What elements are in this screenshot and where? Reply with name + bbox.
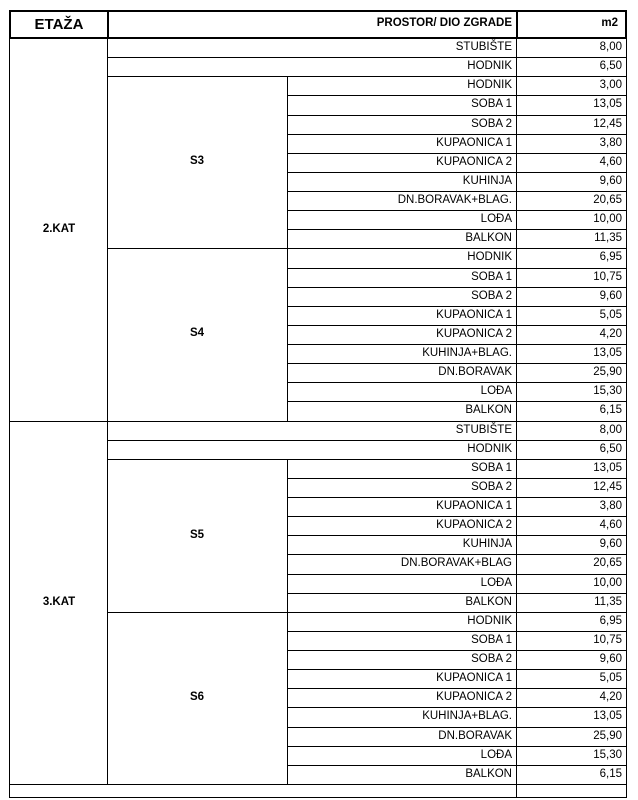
common-space-area: 8,00 bbox=[599, 40, 622, 53]
m2-column-divider bbox=[516, 38, 517, 797]
room-area: 20,65 bbox=[593, 193, 622, 206]
common-space-name: HODNIK bbox=[467, 442, 512, 455]
room-area: 6,95 bbox=[599, 250, 622, 263]
room-name: KUPAONICA 2 bbox=[436, 690, 512, 703]
common-space-area: 8,00 bbox=[599, 423, 622, 436]
room-name: KUHINJA+BLAG. bbox=[422, 346, 512, 359]
room-name: HODNIK bbox=[467, 250, 512, 263]
room-area: 9,60 bbox=[599, 537, 622, 550]
table-left-border bbox=[9, 38, 10, 797]
room-area: 3,00 bbox=[599, 78, 622, 91]
room-area: 4,20 bbox=[599, 690, 622, 703]
header-right-border bbox=[625, 10, 627, 38]
room-name: HODNIK bbox=[467, 614, 512, 627]
room-area: 9,60 bbox=[599, 652, 622, 665]
room-name: SOBA 2 bbox=[471, 652, 512, 665]
room-area: 15,30 bbox=[593, 384, 622, 397]
table-bottom-border bbox=[9, 797, 627, 798]
room-area: 6,15 bbox=[599, 767, 622, 780]
room-name: KUHINJA+BLAG. bbox=[422, 709, 512, 722]
unit-divider bbox=[287, 76, 288, 248]
room-name: LOĐA bbox=[480, 384, 512, 397]
room-area: 11,35 bbox=[594, 595, 622, 608]
room-area: 10,00 bbox=[593, 576, 622, 589]
floor-label: 2.KAT bbox=[42, 222, 76, 235]
room-area: 15,30 bbox=[593, 748, 622, 761]
header-unit: m2 bbox=[601, 17, 618, 30]
room-name: DN.BORAVAK+BLAG. bbox=[397, 193, 512, 206]
room-area: 13,05 bbox=[593, 461, 622, 474]
room-name: DN.BORAVAK+BLAG bbox=[400, 556, 512, 569]
room-area: 13,05 bbox=[593, 709, 622, 722]
common-space-name: STUBIŠTE bbox=[455, 423, 512, 436]
unit-divider bbox=[287, 612, 288, 784]
room-name: DN.BORAVAK bbox=[438, 365, 512, 378]
room-name: BALKON bbox=[465, 595, 512, 608]
room-name: LOĐA bbox=[480, 748, 512, 761]
header-etaza: ETAŽA bbox=[34, 15, 84, 33]
unit-bottom-border bbox=[107, 784, 626, 785]
room-name: KUPAONICA 1 bbox=[436, 499, 512, 512]
room-area: 13,05 bbox=[593, 97, 622, 110]
room-name: LOĐA bbox=[480, 212, 512, 225]
room-name: KUPAONICA 1 bbox=[436, 308, 512, 321]
room-area: 5,05 bbox=[599, 308, 622, 321]
unit-label: S3 bbox=[189, 155, 205, 168]
room-area: 25,90 bbox=[593, 729, 622, 742]
header-divider-m2 bbox=[516, 10, 518, 38]
table-right-border bbox=[626, 38, 627, 797]
room-area: 6,15 bbox=[599, 403, 622, 416]
room-name: SOBA 2 bbox=[471, 289, 512, 302]
room-area: 13,05 bbox=[593, 346, 622, 359]
room-name: KUHINJA bbox=[462, 537, 512, 550]
room-area: 4,60 bbox=[599, 155, 622, 168]
room-name: SOBA 1 bbox=[471, 270, 512, 283]
header-prostor: PROSTOR/ DIO ZGRADE bbox=[376, 17, 512, 30]
room-name: SOBA 1 bbox=[471, 633, 512, 646]
room-area: 9,60 bbox=[599, 174, 622, 187]
header-divider-etaza bbox=[107, 10, 109, 38]
room-name: DN.BORAVAK bbox=[438, 729, 512, 742]
room-name: KUPAONICA 1 bbox=[436, 136, 512, 149]
room-area: 3,80 bbox=[599, 136, 622, 149]
room-name: HODNIK bbox=[467, 78, 512, 91]
unit-label: S5 bbox=[189, 528, 205, 541]
room-name: LOĐA bbox=[480, 576, 512, 589]
unit-label: S4 bbox=[189, 327, 205, 340]
room-area: 10,00 bbox=[593, 212, 622, 225]
room-area: 4,60 bbox=[599, 518, 622, 531]
room-area: 20,65 bbox=[593, 556, 622, 569]
common-space-area: 6,50 bbox=[599, 59, 622, 72]
floor-bottom-border bbox=[9, 784, 107, 785]
room-name: BALKON bbox=[465, 231, 512, 244]
common-space-name: STUBIŠTE bbox=[455, 40, 512, 53]
floor-label: 3.KAT bbox=[42, 595, 76, 608]
room-area: 25,90 bbox=[593, 365, 622, 378]
room-name: SOBA 1 bbox=[471, 97, 512, 110]
room-area: 6,95 bbox=[599, 614, 622, 627]
room-name: BALKON bbox=[465, 767, 512, 780]
room-name: KUPAONICA 2 bbox=[436, 518, 512, 531]
unit-divider bbox=[287, 248, 288, 421]
common-space-name: HODNIK bbox=[467, 59, 512, 72]
room-area: 12,45 bbox=[593, 117, 622, 130]
room-area: 3,80 bbox=[599, 499, 622, 512]
room-name: SOBA 2 bbox=[471, 480, 512, 493]
room-area: 4,20 bbox=[599, 327, 622, 340]
room-name: KUPAONICA 2 bbox=[436, 155, 512, 168]
room-area: 10,75 bbox=[593, 270, 622, 283]
room-name: SOBA 1 bbox=[471, 461, 512, 474]
room-area: 5,05 bbox=[599, 671, 622, 684]
unit-label: S6 bbox=[189, 691, 205, 704]
room-name: SOBA 2 bbox=[471, 117, 512, 130]
room-name: KUPAONICA 1 bbox=[436, 671, 512, 684]
etaza-column-divider bbox=[107, 38, 108, 784]
room-area: 9,60 bbox=[599, 289, 622, 302]
common-space-area: 6,50 bbox=[599, 442, 622, 455]
room-name: KUHINJA bbox=[462, 174, 512, 187]
room-area: 12,45 bbox=[593, 480, 622, 493]
room-area: 11,35 bbox=[594, 231, 622, 244]
room-area: 10,75 bbox=[593, 633, 622, 646]
room-name: BALKON bbox=[465, 403, 512, 416]
room-name: KUPAONICA 2 bbox=[436, 327, 512, 340]
